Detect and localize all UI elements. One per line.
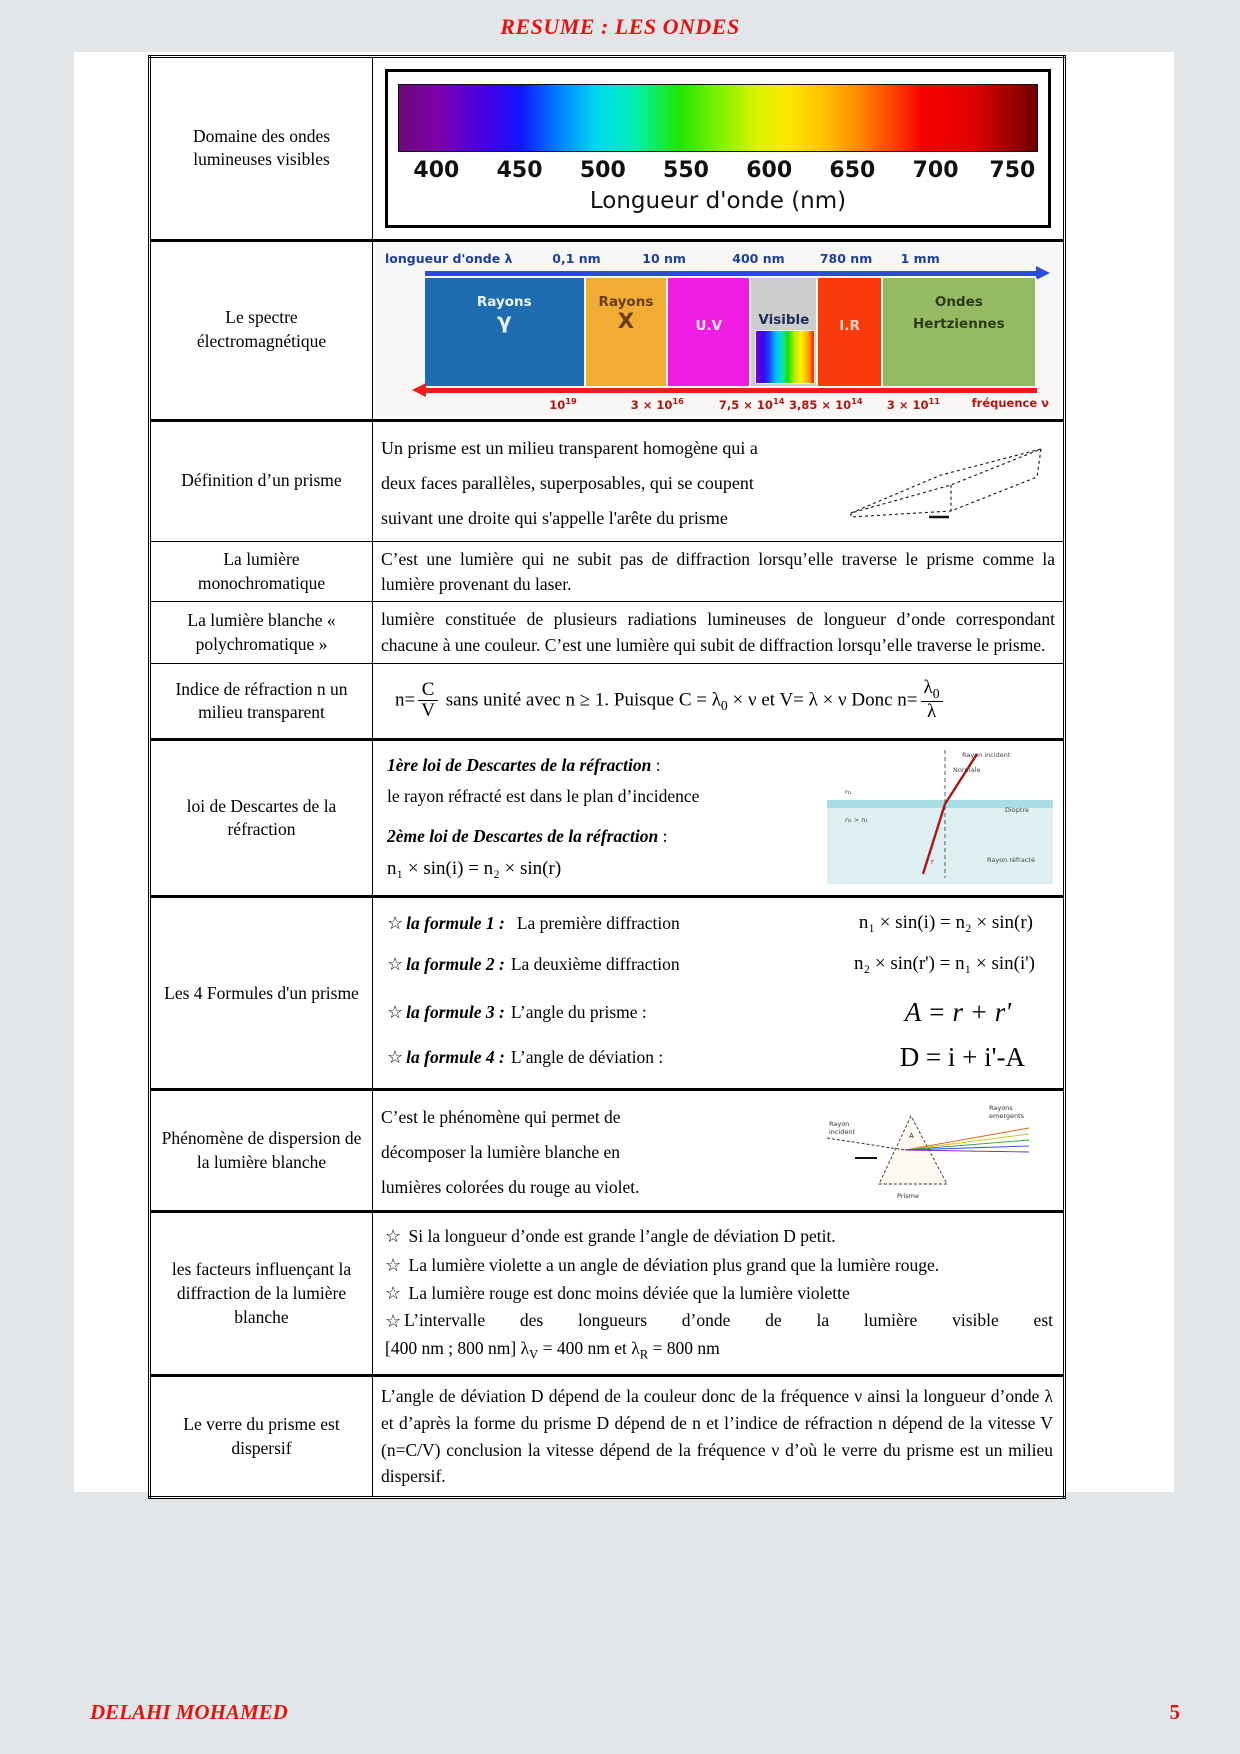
formula-3-desc: L’angle du prisme : (510, 1002, 647, 1023)
formula-c-over-v: $\frac{C}{V}$ (418, 680, 438, 721)
factor-bullet-3 (385, 1279, 1053, 1307)
em-band-uv (668, 278, 751, 386)
refraction-diagram-figure (827, 746, 1053, 884)
em-band-uv-label: U.V (695, 317, 723, 334)
star-icon: ☆ (387, 953, 404, 974)
em-mark-400nm: 400 nm (732, 250, 785, 266)
formula-2-equation: n₂ × sin(r') = n₁ × sin(i') (853, 952, 1035, 974)
em-axis-label: longueur d'onde λ (385, 250, 513, 266)
descartes-law1-text: le rayon réfracté est dans le plan d’incidence (387, 785, 700, 806)
table-row-influencing-factors (150, 1212, 1065, 1376)
summary-table (148, 55, 1066, 1499)
svg-text:n₁: n₁ (845, 788, 852, 797)
em-band-hertzian-label2: Hertziennes (913, 316, 1005, 333)
svg-text:r: r (931, 858, 934, 867)
table-row-prism-definition (150, 420, 1065, 541)
star-icon: ☆ (385, 1282, 402, 1303)
prism-sketch-figure (841, 433, 1051, 523)
formula-4-name: la formule 4 : (406, 1046, 505, 1067)
factor-bullet-4 (385, 1307, 1053, 1335)
svg-text:Dioptre: Dioptre (1005, 806, 1029, 815)
descartes-law1-title: 1ère loi de Descartes de la réfraction (387, 755, 652, 776)
row-label-dispersion: Phénomène de dispersion de la lumière blanche (150, 1090, 373, 1212)
em-freq-2: $3 \times 10^{16}$ (630, 395, 684, 412)
factor-bullet-1-text: Si la longueur d’onde est grande l’angle de déviation D petit. (408, 1226, 836, 1247)
spectrum-tick-550: 550 (663, 158, 709, 183)
formula-lambda0-sub: 0 (720, 698, 728, 714)
formula-n-equals: n= (395, 689, 416, 711)
row-label-dispersive-glass: Le verre du prisme est dispersif (150, 1376, 373, 1497)
spectrum-tick-500: 500 (579, 158, 626, 183)
prism-definition-line-2: deux faces parallèles, superposables, qui se coupent (381, 472, 754, 493)
em-frequency-axis-label: fréquence ν (971, 395, 1049, 410)
row-label-refraction-index: Indice de réfraction n un milieu transparent (150, 664, 373, 740)
formula-item-4 (387, 1037, 1053, 1078)
em-freq-3: $7,5 \times 10^{14}$ (718, 395, 785, 412)
table-row-four-formulas (150, 897, 1065, 1090)
table-row-em-spectrum (150, 240, 1065, 420)
svg-text:incident: incident (829, 1128, 856, 1137)
svg-text:emergents: emergents (989, 1112, 1025, 1121)
spectrum-tick-700: 700 (912, 158, 959, 183)
row-content-visible-domain (373, 57, 1065, 241)
em-freq-5: $3 \times 10^{11}$ (886, 395, 941, 412)
table-row-dispersive-glass (150, 1376, 1065, 1497)
row-content-dispersive-glass: L’angle de déviation D dépend de la couleur donc de la fréquence ν ainsi la longueur d’onde λ et d’après la forme du prisme D dépend de n et l’indice de réfraction n dépend de la vitesse V (n=C/V) conclusion la vitesse dépend de la fréquence ν d’où le verre du prisme est un milieu dispersif. (373, 1376, 1065, 1497)
row-content-polychromatic: lumière constituée de plusieurs radiations lumineuses de longueur d’onde correspondant chacune à une couleur. C’est une lumière qui subit de diffraction lorsqu’elle traverse le prisme. (373, 602, 1065, 664)
em-mark-780nm: 780 nm (819, 250, 873, 266)
footer-page-number: 5 (1169, 1700, 1180, 1724)
em-band-ir-label: I.R (839, 317, 860, 334)
formula-item-2 (387, 950, 1053, 979)
svg-text:Normale: Normale (953, 766, 981, 775)
star-icon: ☆ (385, 1226, 402, 1247)
star-icon: ☆ (385, 1254, 402, 1275)
table-row-dispersion (150, 1090, 1065, 1212)
formula-4-desc: L’angle de déviation : (510, 1046, 664, 1067)
row-label-monochromatic: La lumière monochromatique (150, 541, 373, 602)
row-content-four-formulas (373, 897, 1065, 1090)
table-row-refraction-index (150, 664, 1065, 740)
spectrum-tick-750: 750 (989, 158, 1036, 183)
svg-text:Rayon incident: Rayon incident (962, 751, 1011, 760)
star-icon: ☆ (387, 1046, 404, 1067)
em-mark-1mm: 1 mm (900, 250, 940, 266)
em-band-hertzian-label: Ondes (934, 293, 983, 310)
row-content-dispersion (373, 1090, 1065, 1212)
formula-3-name: la formule 3 : (406, 1002, 505, 1023)
em-spectrum-figure (375, 244, 1061, 417)
em-band-gamma (425, 278, 586, 386)
star-icon: ☆ (385, 1311, 402, 1332)
svg-text:Rayon réfracté: Rayon réfracté (987, 856, 1035, 865)
svg-text:n₂ > n₁: n₂ > n₁ (845, 816, 869, 825)
spectrum-tick-600: 600 (746, 158, 793, 183)
page-header (0, 14, 1240, 40)
visible-spectrum-bar (398, 84, 1038, 152)
formula-2-desc: La deuxième diffraction (510, 953, 680, 974)
em-band-gamma-symbol: γ (497, 309, 512, 334)
factor-bullet-3-text: La lumière rouge est donc moins déviée que la lumière violette (408, 1282, 850, 1303)
row-content-em-spectrum (373, 240, 1065, 420)
formula-3-equation: A = r + r' (904, 997, 1011, 1028)
em-band-visible (751, 278, 818, 386)
factor-bullet-1 (385, 1222, 1053, 1250)
footer-author: DELAHI MOHAMED (90, 1700, 288, 1724)
formula-2-name: la formule 2 : (406, 953, 505, 974)
em-axis-bottom (381, 393, 1055, 413)
svg-text:Rayons: Rayons (989, 1104, 1013, 1113)
svg-text:A: A (909, 1132, 914, 1141)
factor-bullet-4-text: L’intervalle des longueurs d’onde de la lumière visible est (404, 1310, 1053, 1331)
visible-spectrum-figure (385, 69, 1051, 228)
svg-text:Rayon: Rayon (829, 1120, 850, 1129)
table-row-descartes-laws (150, 740, 1065, 897)
row-label-four-formulas: Les 4 Formules d'un prisme (150, 897, 373, 1090)
visible-spectrum-ticks (398, 152, 1038, 182)
factor-bullet-2-text: La lumière violette a un angle de déviation plus grand que la lumière rouge. (408, 1254, 940, 1275)
formula-1-name: la formule 1 : (406, 913, 505, 934)
descartes-law2-title: 2ème loi de Descartes de la réfraction (387, 825, 659, 846)
dispersion-line-2: décomposer la lumière blanche en (381, 1142, 621, 1163)
em-band-x-symbol: X (617, 309, 635, 334)
descartes-law2-colon: : (658, 825, 668, 846)
em-top-axis-arrow (425, 271, 1037, 276)
row-label-visible-domain: Domaine des ondes lumineuses visibles (150, 57, 373, 241)
em-freq-4: $3,85 \times 10^{14}$ (789, 395, 863, 412)
em-band-visible-label: Visible (758, 311, 810, 328)
em-band-hertzian (883, 278, 1037, 386)
visible-spectrum-caption: Longueur d'onde (nm) (589, 188, 847, 214)
prism-definition-line-1: Un prisme est un milieu transparent homogène qui a (381, 437, 758, 458)
star-icon: ☆ (387, 913, 404, 934)
dispersion-line-1: C’est le phénomène qui permet de (381, 1107, 621, 1128)
factor-wavelength-range: [400 nm ; 800 nm] $\lambda_V = 400$ nm et $\lambda_R = 800$ nm (385, 1338, 720, 1362)
row-label-influencing-factors: les facteurs influençant la diffraction de la lumière blanche (150, 1212, 373, 1376)
em-band-x-label: Rayons (598, 293, 654, 310)
row-content-monochromatic: C’est une lumière qui ne subit pas de diffraction lorsqu’elle traverse le prisme comme la lumière provenant du laser. (373, 541, 1065, 602)
formula-4-equation: D = i + i'-A (899, 1041, 1025, 1072)
refraction-index-formula (381, 669, 1055, 733)
descartes-law1-heading (387, 752, 828, 778)
formula-1-equation: n₁ × sin(i) = n₂ × sin(r) (858, 912, 1033, 934)
page-title: RESUME : LES ONDES (500, 14, 740, 39)
factor-bullet-2 (385, 1251, 1053, 1279)
spectrum-tick-400: 400 (413, 158, 460, 183)
spectrum-tick-450: 450 (496, 158, 543, 183)
descartes-law1-colon: : (651, 755, 661, 776)
formula-middle-text: sans unité avec n ≥ 1. Puisque C = λ (440, 689, 721, 711)
table-row-polychromatic (150, 602, 1065, 664)
em-band-ir (818, 278, 882, 386)
dispersion-line-3: lumières colorées du rouge au violet. (381, 1177, 640, 1198)
table-row-monochromatic (150, 541, 1065, 602)
em-visible-color-strip (755, 330, 814, 384)
formula-item-1 (387, 909, 1053, 938)
row-label-prism-definition: Définition d’un prisme (150, 420, 373, 541)
em-bands (425, 278, 1037, 386)
row-content-influencing-factors (373, 1212, 1065, 1376)
star-icon: ☆ (387, 1002, 404, 1023)
formula-lambda0-over-lambda: $\frac{\lambda_0}{\lambda}$ (921, 678, 943, 722)
dispersion-diagram-figure (819, 1098, 1049, 1202)
em-mark-10nm: 10 nm (642, 250, 686, 266)
em-band-x (586, 278, 669, 386)
row-label-polychromatic: La lumière blanche « polychromatique » (150, 602, 373, 664)
svg-text:Prisme: Prisme (897, 1192, 920, 1201)
table-row-visible-domain (150, 57, 1065, 241)
row-label-em-spectrum: Le spectre électromagnétique (150, 240, 373, 420)
em-mark-01nm: 0,1 nm (552, 250, 601, 266)
row-content-descartes-laws (373, 740, 1065, 897)
prism-definition-line-3: suivant une droite qui s'appelle l'arête du prisme (381, 507, 728, 528)
row-label-descartes-laws: loi de Descartes de la réfraction (150, 740, 373, 897)
em-freq-1: $10^{19}$ (549, 395, 577, 412)
formula-1-desc: La première diffraction (516, 913, 680, 934)
row-content-prism-definition (373, 420, 1065, 541)
spectrum-tick-650: 650 (829, 158, 876, 183)
em-band-gamma-label: Rayons (476, 293, 532, 310)
row-content-refraction-index (373, 664, 1065, 740)
em-axis-top (381, 248, 1055, 270)
formula-times-text: × ν et V= λ × ν Donc n= (727, 689, 918, 711)
descartes-law2-heading (387, 823, 828, 849)
formula-item-3 (387, 992, 1053, 1033)
descartes-law2-formula: n₁ × sin(i) = n₂ × sin(r) (387, 858, 562, 880)
